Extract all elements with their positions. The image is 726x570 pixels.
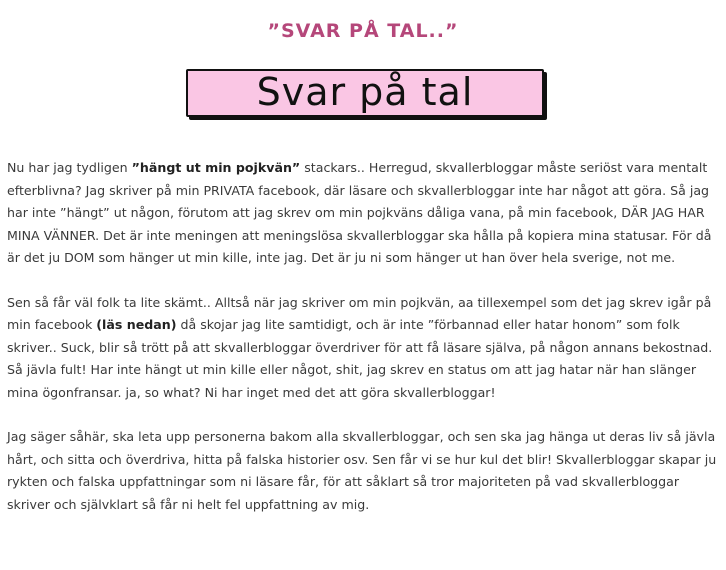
title-banner-image — [186, 69, 544, 117]
paragraph-1 — [7, 157, 719, 270]
paragraph-1-text-a: Nu har jag tydligen — [7, 160, 132, 175]
post-content — [7, 157, 719, 538]
banner-text: Svar på tal — [256, 70, 474, 114]
paragraph-2-text-a: Sen så får väl folk ta lite skämt.. Alltså när jag skriver om min pojkvän, aa tillexempel som det jag skrev igår på min facebook — [7, 294, 712, 332]
paragraph-2-bold: (läs nedan) — [96, 317, 177, 332]
paragraph-3: Jag säger såhär, ska leta upp personerna bakom alla skvallerbloggar, och sen ska jag hänga ut deras liv så jävla hårt, och sitta och överdriva, hitta på falska historier osv. Sen får vi se hur kul det blir! Skvallerbloggar skapar ju rykten och falska uppfattningar som ni läsare får, för att såklart så tror majoriteten på vad skvallerbloggar skriver och självklart så får ni helt fel uppfattning av mig. — [7, 429, 717, 512]
paragraph-2-text-b: då skojar jag lite samtidigt, och är inte ”förbannad eller hatar honom” som folk skriver.. Suck, blir så trött på att skvallerbloggar överdriver för att få läsare själva, på någon annans bekostnad. Så jävla fult! Har inte hängt ut min kille eller något, shit, jag skrev en status om att jag hatar när han slänger mina ögonfransar. ja, so what? Ni har inget med det att göra skvallerbloggar! — [7, 317, 713, 400]
paragraph-1-text-b: stackars.. Herregud, skvallerbloggar måste seriöst vara mentalt efterblivna? Jag skriver på min PRIVATA facebook, där läsare och skvallerbloggar inte har något att göra. Så jag har inte ”hängt” ut någon, förutom att jag skrev om min pojkväns dåliga vana, på min facebook, DÄR JAG HAR MINA VÄNNER. Det är inte meningen att meningslösa skvallerbloggar ska hålla på kopiera mina statusar. För då är det ju DOM som hänger ut min kille, inte jag. Det är ju ni som hänger ut han över hela sverige, not me. — [7, 160, 712, 265]
paragraph-1-bold: ”hängt ut min pojkvän” — [131, 160, 301, 175]
post-title[interactable]: ”SVAR PÅ TAL..” — [267, 19, 459, 42]
paragraph-2 — [7, 292, 719, 405]
